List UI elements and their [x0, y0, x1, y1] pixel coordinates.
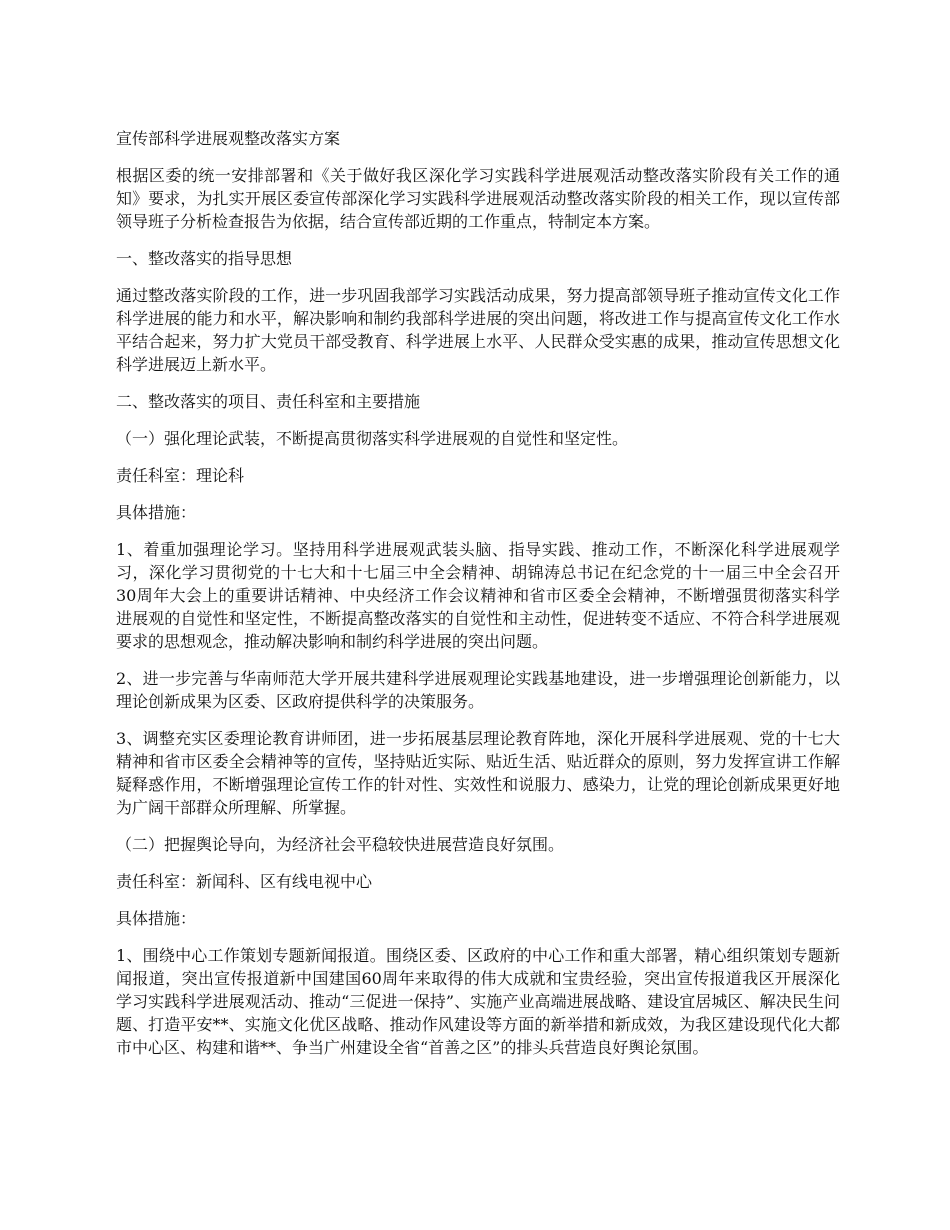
subsection-heading-opinion: （二）把握舆论导向，为经济社会平稳较快进展营造良好氛围。: [116, 835, 565, 854]
document-page: [116, 127, 840, 1073]
measure-theory-1: 1、着重加强理论学习。坚持用科学进展观武装头脑、指导实践、推动工作，不断深化科学进展观学习，深化学习贯彻党的十七大和十七届三中全会精神、胡锦涛总书记在纪念党的十一届三中全会召开30周年大会上的重要讲话精神、中央经济工作会议精神和省市区委全会精神，不断增强贯彻落实科学进展观的自觉性和坚定性，不断提高整改落实的自觉性和主动性，促进转变不适应、不符合科学进展观要求的思想观念，推动解决影响和制约科学进展的突出问题。: [116, 540, 840, 651]
measure-theory-3: 3、调整充实区委理论教育讲师团，进一步拓展基层理论教育阵地，深化开展科学进展观、党的十七大精神和省市区委全会精神等的宣传，坚持贴近实际、贴近生活、贴近群众的原则，努力发挥宣讲工作解疑释惑作用，不断增强理论宣传工作的针对性、实效性和说服力、感染力，让党的理论创新成果更好地为广阔干部群众所理解、所掌握。: [116, 729, 840, 817]
responsible-office-news: 责任科室：新闻科、区有线电视中心: [116, 872, 373, 891]
measures-label-theory: 具体措施：: [116, 503, 197, 522]
section-heading-projects: 二、整改落实的项目、责任科室和主要措施: [116, 392, 421, 411]
paragraph-intro: 根据区委的统一安排部署和《关于做好我区深化学习实践科学进展观活动整改落实阶段有关工作的通知》要求，为扎实开展区委宣传部深化学习实践科学进展观活动整改落实阶段的相关工作，现以宣传部领导班子分析检查报告为依据，结合宣传部近期的工作重点，特制定本方案。: [116, 166, 840, 231]
measure-news-1: 1、围绕中心工作策划专题新闻报道。围绕区委、区政府的中心工作和重大部署，精心组织策划专题新闻报道，突出宣传报道新中国建国60周年来取得的伟大成就和宝贵经验，突出宣传报道我区开展深化学习实践科学进展观活动、推动“三促进一保持”、实施产业高端进展战略、建设宜居城区、解决民生问题、打造平安**、实施文化优区战略、推动作风建设等方面的新举措和新成效，为我区建设现代化大都市中心区、构建和谐**、争当广州建设全省“首善之区”的排头兵营造良好舆论氛围。: [116, 946, 840, 1057]
document-title: 宣传部科学进展观整改落实方案: [116, 129, 341, 148]
measures-label-news: 具体措施：: [116, 909, 197, 928]
section-heading-guiding-thought: 一、整改落实的指导思想: [116, 249, 293, 268]
subsection-heading-theory: （一）强化理论武装，不断提高贯彻落实科学进展观的自觉性和坚定性。: [116, 429, 629, 448]
paragraph-guiding-thought: 通过整改落实阶段的工作，进一步巩固我部学习实践活动成果，努力提高部领导班子推动宣传文化工作科学进展的能力和水平，解决影响和制约我部科学进展的突出问题，将改进工作与提高宣传文化工作水平结合起来，努力扩大党员干部受教育、科学进展上水平、人民群众受实惠的成果，推动宣传思想文化科学进展迈上新水平。: [116, 286, 840, 374]
responsible-office-theory: 责任科室：理论科: [116, 466, 245, 485]
measure-theory-2: 2、进一步完善与华南师范大学开展共建科学进展观理论实践基地建设，进一步增强理论创新能力，以理论创新成果为区委、区政府提供科学的决策服务。: [116, 669, 840, 711]
